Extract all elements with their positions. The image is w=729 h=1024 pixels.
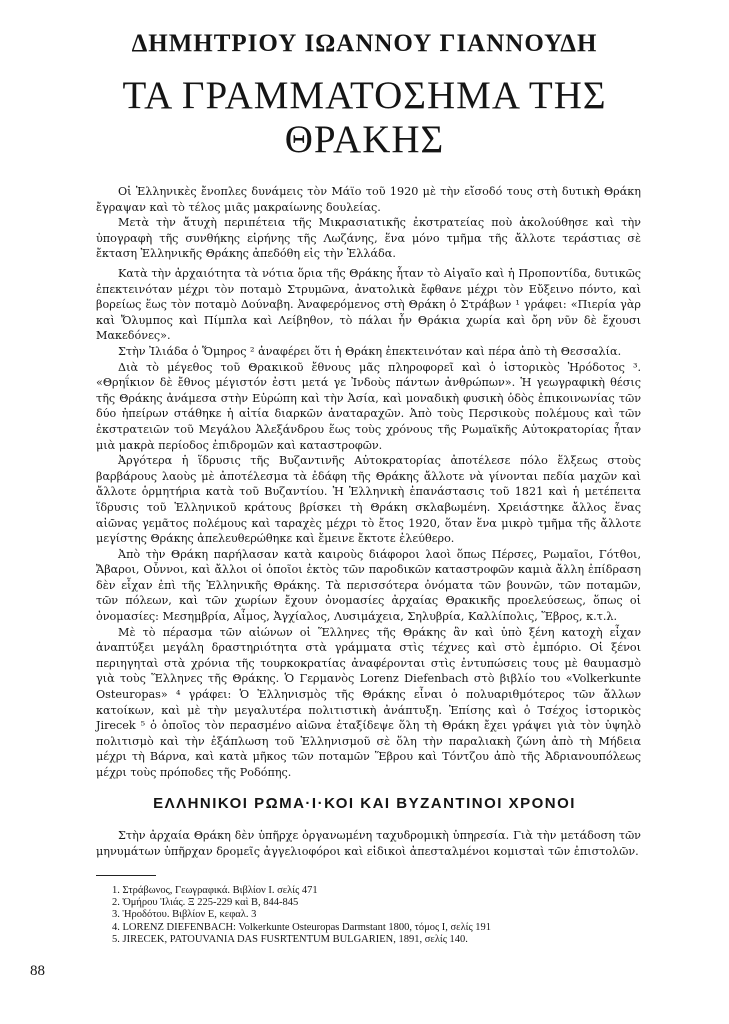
footnote: 1. Στράβωνος, Γεωγραφικά. Βιβλίον Ι. σελίς 471 <box>112 885 318 896</box>
section-block <box>96 828 641 859</box>
paragraph: Στὴν Ἰλιάδα ὁ Ὅμηρος ² ἀναφέρει ὅτι ἡ Θράκη ἐπεκτεινόταν καὶ πέρα ἀπὸ τὴ Θεσσαλία. <box>118 344 622 358</box>
paragraph: Μετὰ τὴν ἄτυχὴ περιπέτεια τῆς Μικρασιατικῆς ἐκστρατείας ποὺ ἀκολούθησε καὶ τὴν ὑπογραφὴ τῆς συνθήκης εἰρήνης τῆς Λωζάνης, ἕνα μόνο τμῆμα τῆς ἄλλοτε τεράστιας σὲ ἔκταση Ἑλληνικῆς Θράκης ἀπεδόθη εἰς τὴν Ἑλλάδα. <box>96 216 641 261</box>
paragraph: Οἱ Ἑλληνικὲς ἔνοπλες δυνάμεις τὸν Μάϊο τοῦ 1920 μὲ τὴν εἴσοδό τους στὴ δυτικὴ Θράκη ἔγραψαν καὶ τὸ τέλος μιᾶς μακραίωνης δουλείας. <box>96 185 641 214</box>
intro-block <box>96 184 641 262</box>
author-name: ΔΗΜΗΤΡΙΟΥ ΙΩΑΝΝΟΥ ΓΙΑΝΝΟΥΔΗ <box>131 30 598 57</box>
footnote: 3. Ἡροδότου. Βιβλίον Ε, κεφαλ. 3 <box>112 909 257 921</box>
paragraph: Ἀργότερα ἡ ἵδρυσις τῆς Βυζαντινῆς Αὐτοκρατορίας ἀποτέλεσε πόλο ἕλξεως στοὺς βαρβάρους λαοὺς μὲ ἀποτέλεσμα τὰ ἐδάφη τῆς Θράκης ἄλλοτε νὰ γίνονται πεδία μαχῶν καὶ ἄλλοτε ὁρμητήρια κατὰ τοῦ Βυζαντίου. Ἡ Ἑλληνικὴ ἐπανάστασις τοῦ 1821 καὶ ἡ μετέπειτα ἵδρυσις τοῦ Ἑλληνικοῦ κράτους βρίσκει τὴ Θράκη σκλαβωμένη. Χρειάστηκε ἄλλος ἕνας αἰῶνας γεμᾶτος πολέμους καὶ ταραχὲς μέχρι τὸ ἔτος 1920, ὅταν ἕνα μικρὸ τμῆμα τῆς ἄλλοτε μεγίστης Θράκης ἀπελευθερώθηκε καὶ ἔμεινε ἔκτοτε ἐλεύθερο. <box>96 454 641 546</box>
footnote: 2. Ὁμήρου Ἰλιάς. Ξ 225-229 καὶ Β, 844-845 <box>112 897 299 909</box>
paragraph: Κατὰ τὴν ἀρχαιότητα τὰ νότια ὅρια τῆς Θράκης ἦταν τὸ Αἰγαῖο καὶ ἡ Προποντίδα, δυτικῶς ἐπεκτεινόταν μέχρι τὸν ποταμὸ Στρυμῶνα, ἀνατολικὰ ἔφθανε μέχρι τὸν Εὔξεινο πόντο, καὶ βορείως ἕως τὸν ποταμὸ Δούναβη. Ἀναφερόμενος στὴ Θράκη ὁ Στράβων ¹ γράφει: «Πιερία γὰρ καὶ Ὄλυμπος καὶ Πίμπλα καὶ Λείβηθον, τὸ πάλαι ἦν Θράκια χωρία καὶ ὄρη νῦν δὲ ἔχουσι Μακεδόνες». <box>96 267 641 343</box>
section-heading: ΕΛΛΗΝΙΚΟΙ ΡΩΜΑ·Ι·ΚΟΙ ΚΑΙ ΒΥΖΑΝΤΙΝΟΙ ΧΡΟΝΟΙ <box>153 795 576 812</box>
title-line-2: ΘΡΑΚΗΣ <box>284 118 445 161</box>
footnotes-list <box>112 885 632 946</box>
footnote: 5. JIRECEK, PATOUVANIA DAS FUSRTENTUM BULGARIEN, 1891, σελίς 140. <box>112 933 468 945</box>
page-number: 88 <box>30 963 45 979</box>
paragraph: Μὲ τὸ πέρασμα τῶν αἰώνων οἱ Ἕλληνες τῆς Θράκης ἂν καὶ ὑπὸ ξένη κατοχὴ εἶχαν ἀναπτύξει μεγάλη δραστηριότητα στὰ γράμματα στὶς τέχνες καὶ στὸ ἐμπόριο. Οἱ ξένοι περιηγηταὶ στὰ χρόνια τῆς τουρκοκρατίας ἀναφέρονται στὶς ἐντυπώσεις τους μὲ θαυμασμὸ γιὰ τοὺς Ἕλληνες τῆς Θράκης. Ὁ Γερμανὸς Lorenz Diefenbach στὸ βιβλίο του «Volkerkunte Osteuropas» ⁴ γράφει: Ὁ Ἑλληνισμὸς τῆς Θράκης εἶναι ὁ πολυαριθμότερος τῶν ἄλλων κατοίκων, καὶ μὲ τὴν μεγαλυτέρα πολιτιστικὴ ἀνάπτυξη. Ἐπίσης καὶ ὁ Τσέχος ἱστορικὸς Jirecek ⁵ ὁ ὁποῖος τὸν περασμένο αἰῶνα ἐταξίδεψε ὅλη τὴ Θράκη ἔχει γράψει γιὰ τὸν ὑψηλὸ πολιτισμὸ καὶ τὴν ἐξάπλωση τοῦ Ἑλληνισμοῦ σὲ ὅλη τὴν παραλιακὴ ζώνη ἀπὸ τὴ Μήδεια μέχρι τὴ Βάρνα, καὶ κατὰ μῆκος τῶν ποταμῶν Ἕβρου καὶ Τόντζου ἀπὸ τῆς Ἀδριανουπόλεως μέχρι τοὺς πρόποδες τῆς Ροδόπης. <box>96 625 641 779</box>
history-block <box>96 266 641 781</box>
footnote-divider <box>96 875 156 876</box>
footnote: 4. LORENZ DIEFENBACH: Volkerkunte Osteuropas Darmstant 1800, τόμος Ι, σελίς 191 <box>112 921 492 933</box>
paragraph: Διὰ τὸ μέγεθος τοῦ Θρακικοῦ ἔθνους μᾶς πληροφορεῖ καὶ ὁ ἱστορικὸς Ἡρόδοτος ³. «Θρηΐκιον δὲ ἔθνος μέγιστόν ἐστι μετά γε Ἰνδοὺς πάντων ἀνθρώπων». Ἡ γεωγραφικὴ θέσις τῆς Θράκης ἀνάμεσα στὴν Εὐρώπη καὶ τὴν Ἀσία, καὶ μοναδικὴ φυσικὴ ὁδὸς ἐπικοινωνίας τῶν δύο ἠπείρων στάθηκε ἡ αἰτία διαρκῶν ἀναταραχῶν. Ἀπὸ τοὺς Περσικοὺς πολέμους καὶ τῶν ἐκστρατειῶν τοῦ Μεγάλου Ἀλεξάνδρου ἕως τοὺς χρόνους τῆς Ρωμαϊκῆς Αὐτοκρατορίας ἦταν μιὰ μακρὰ περίοδος ἐπιδρομῶν καὶ καταστροφῶν. <box>96 360 641 452</box>
paragraph: Ἀπὸ τὴν Θράκη παρήλασαν κατὰ καιροὺς διάφοροι λαοὶ ὅπως Πέρσες, Ρωμαῖοι, Γότθοι, Ἄβαροι, Οὖννοι, καὶ ἄλλοι οἱ ὁποῖοι ἐκτὸς τῶν παροδικῶν καταστροφῶν καμιὰ ἄλλη ἐπίδραση δὲν εἶχαν ἐπὶ τῆς Ἑλληνικῆς Θράκης. Τὰ περισσότερα ὀνόματα τῶν βουνῶν, τῶν ποταμῶν, τῶν πόλεων, καὶ τῶν χωρίων ἔχουν ὀνομασίες ἀρχαίας Θρακικῆς προελεύσεως, ὅπως οἱ ὀνομασίες: Μεσημβρία, Αἶμος, Ἀγχίαλος, Λυσιμάχεια, Σηλυβρία, Καλλίπολις, Ἕβρος, κ.τ.λ. <box>96 547 641 624</box>
title-line-1: ΤΑ ΓΡΑΜΜΑΤΟΣΗΜΑ ΤΗΣ <box>122 74 607 117</box>
paragraph: Στὴν ἀρχαία Θράκη δὲν ὑπῆρχε ὀργανωμένη ταχυδρομικὴ ὑπηρεσία. Γιὰ τὴν μετάδοση τῶν μηνυμάτων ὑπῆρχαν δρομεῖς ἀγγελιοφόροι καὶ εἰδικοὶ ἀπεσταλμένοι κομισταὶ τῶν ἐπιστολῶν. <box>96 829 641 858</box>
page-title <box>0 74 729 162</box>
